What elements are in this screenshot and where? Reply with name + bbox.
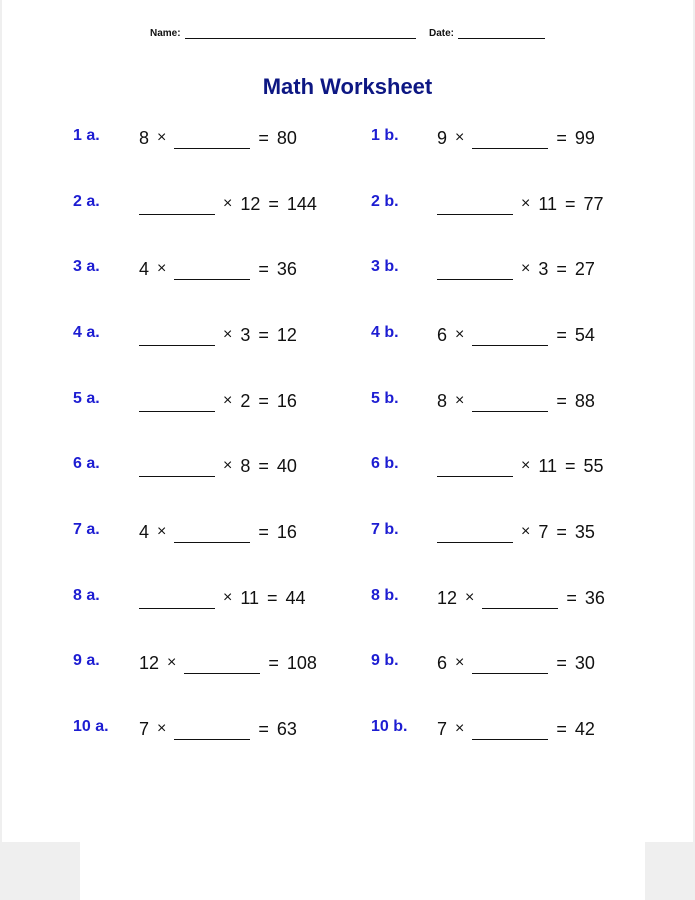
times-symbol: × xyxy=(167,654,177,671)
times-symbol: × xyxy=(465,589,475,606)
times-symbol: × xyxy=(157,720,167,737)
times-symbol: × xyxy=(223,392,233,409)
equals-symbol: = xyxy=(556,652,567,673)
times-symbol: × xyxy=(455,326,465,343)
operand: 11 xyxy=(538,455,558,476)
answer-blank[interactable] xyxy=(472,396,548,412)
operand: 6 xyxy=(437,324,448,345)
result: 12 xyxy=(276,324,297,345)
equation xyxy=(139,258,297,280)
operand: 8 xyxy=(139,127,150,148)
times-symbol: × xyxy=(157,260,167,277)
problem-label: 7 a. xyxy=(73,521,100,538)
answer-blank[interactable] xyxy=(472,330,548,346)
answer-blank[interactable] xyxy=(139,461,215,477)
operand: 4 xyxy=(139,258,150,279)
times-symbol: × xyxy=(521,523,531,540)
equals-symbol: = xyxy=(268,652,279,673)
result: 55 xyxy=(583,455,604,476)
result: 16 xyxy=(276,390,297,411)
operand: 12 xyxy=(437,587,458,608)
times-symbol: × xyxy=(223,195,233,212)
equals-symbol: = xyxy=(258,258,269,279)
operand: 7 xyxy=(437,718,448,739)
name-label: Name: xyxy=(150,28,181,39)
equation xyxy=(139,193,317,215)
answer-blank[interactable] xyxy=(482,593,558,609)
equals-symbol: = xyxy=(556,127,567,148)
equals-symbol: = xyxy=(268,193,279,214)
times-symbol: × xyxy=(455,654,465,671)
equation xyxy=(139,455,297,477)
problem-label: 8 b. xyxy=(371,587,399,604)
operand: 6 xyxy=(437,652,448,673)
times-symbol: × xyxy=(223,589,233,606)
equals-symbol: = xyxy=(556,258,567,279)
answer-blank[interactable] xyxy=(174,527,250,543)
equation xyxy=(437,455,604,477)
equation xyxy=(139,390,297,412)
result: 63 xyxy=(276,718,297,739)
equation xyxy=(139,587,306,609)
operand: 7 xyxy=(139,718,150,739)
equals-symbol: = xyxy=(258,718,269,739)
result: 16 xyxy=(276,521,297,542)
result: 77 xyxy=(583,193,604,214)
times-symbol: × xyxy=(157,523,167,540)
equals-symbol: = xyxy=(267,587,278,608)
problem-label: 2 a. xyxy=(73,193,100,210)
result: 27 xyxy=(574,258,595,279)
date-label: Date: xyxy=(429,28,455,39)
answer-blank[interactable] xyxy=(139,396,215,412)
equation xyxy=(139,521,297,543)
equation xyxy=(437,652,595,674)
times-symbol: × xyxy=(521,457,531,474)
problem-label: 5 b. xyxy=(371,390,399,407)
answer-blank[interactable] xyxy=(472,133,548,149)
problem-label: 1 b. xyxy=(371,127,399,144)
answer-blank[interactable] xyxy=(174,264,250,280)
operand: 12 xyxy=(139,652,160,673)
equation xyxy=(139,127,297,149)
equals-symbol: = xyxy=(556,390,567,411)
answer-blank[interactable] xyxy=(184,658,260,674)
problem-label: 6 a. xyxy=(73,455,100,472)
result: 99 xyxy=(574,127,595,148)
result: 35 xyxy=(574,521,595,542)
times-symbol: × xyxy=(455,129,465,146)
answer-blank[interactable] xyxy=(472,724,548,740)
problem-label: 1 a. xyxy=(73,127,100,144)
result: 54 xyxy=(574,324,595,345)
equation xyxy=(437,587,605,609)
result: 80 xyxy=(276,127,297,148)
equals-symbol: = xyxy=(565,193,576,214)
operand: 3 xyxy=(538,258,549,279)
operand: 4 xyxy=(139,521,150,542)
equation xyxy=(437,521,595,543)
answer-blank[interactable] xyxy=(437,264,513,280)
times-symbol: × xyxy=(157,129,167,146)
problem-label: 9 b. xyxy=(371,652,399,669)
problem-label: 3 b. xyxy=(371,258,399,275)
equation xyxy=(139,652,317,674)
result: 88 xyxy=(574,390,595,411)
answer-blank[interactable] xyxy=(139,330,215,346)
answer-blank[interactable] xyxy=(139,593,215,609)
equals-symbol: = xyxy=(556,718,567,739)
operand: 11 xyxy=(240,587,260,608)
result: 44 xyxy=(285,587,306,608)
problem-label: 3 a. xyxy=(73,258,100,275)
problem-label: 2 b. xyxy=(371,193,399,210)
equation xyxy=(437,718,595,740)
operand: 3 xyxy=(240,324,251,345)
equation xyxy=(437,193,604,215)
result: 108 xyxy=(286,652,317,673)
result: 40 xyxy=(276,455,297,476)
equation xyxy=(437,258,595,280)
times-symbol: × xyxy=(521,260,531,277)
problem-label: 10 a. xyxy=(73,718,109,735)
operand: 2 xyxy=(240,390,251,411)
equals-symbol: = xyxy=(565,455,576,476)
result: 36 xyxy=(584,587,605,608)
answer-blank[interactable] xyxy=(139,199,215,215)
problem-label: 9 a. xyxy=(73,652,100,669)
equals-symbol: = xyxy=(556,324,567,345)
problem-label: 7 b. xyxy=(371,521,399,538)
equals-symbol: = xyxy=(556,521,567,542)
date-field xyxy=(429,27,545,39)
operand: 11 xyxy=(538,193,558,214)
equals-symbol: = xyxy=(258,127,269,148)
answer-blank[interactable] xyxy=(437,199,513,215)
result: 144 xyxy=(286,193,317,214)
problem-label: 6 b. xyxy=(371,455,399,472)
times-symbol: × xyxy=(455,392,465,409)
problem-label: 4 b. xyxy=(371,324,399,341)
worksheet-sheet-bottom xyxy=(80,842,645,900)
equals-symbol: = xyxy=(258,455,269,476)
equation xyxy=(437,390,595,412)
problem-label: 4 a. xyxy=(73,324,100,341)
result: 36 xyxy=(276,258,297,279)
equation xyxy=(139,324,297,346)
operand: 8 xyxy=(240,455,251,476)
equation xyxy=(437,127,595,149)
operand: 7 xyxy=(538,521,549,542)
times-symbol: × xyxy=(521,195,531,212)
problem-label: 8 a. xyxy=(73,587,100,604)
times-symbol: × xyxy=(455,720,465,737)
answer-blank[interactable] xyxy=(437,461,513,477)
name-field xyxy=(150,27,416,39)
page-title: Math Worksheet xyxy=(262,74,433,99)
equals-symbol: = xyxy=(566,587,577,608)
equals-symbol: = xyxy=(258,521,269,542)
answer-blank[interactable] xyxy=(472,658,548,674)
equals-symbol: = xyxy=(258,390,269,411)
operand: 12 xyxy=(240,193,261,214)
name-blank-line[interactable] xyxy=(185,27,416,39)
result: 42 xyxy=(574,718,595,739)
date-blank-line[interactable] xyxy=(458,27,545,39)
answer-blank[interactable] xyxy=(174,724,250,740)
answer-blank[interactable] xyxy=(174,133,250,149)
equation xyxy=(437,324,595,346)
equation xyxy=(139,718,297,740)
result: 30 xyxy=(574,652,595,673)
operand: 9 xyxy=(437,127,448,148)
answer-blank[interactable] xyxy=(437,527,513,543)
times-symbol: × xyxy=(223,326,233,343)
operand: 8 xyxy=(437,390,448,411)
equals-symbol: = xyxy=(258,324,269,345)
problem-label: 5 a. xyxy=(73,390,100,407)
problem-label: 10 b. xyxy=(371,718,408,735)
times-symbol: × xyxy=(223,457,233,474)
